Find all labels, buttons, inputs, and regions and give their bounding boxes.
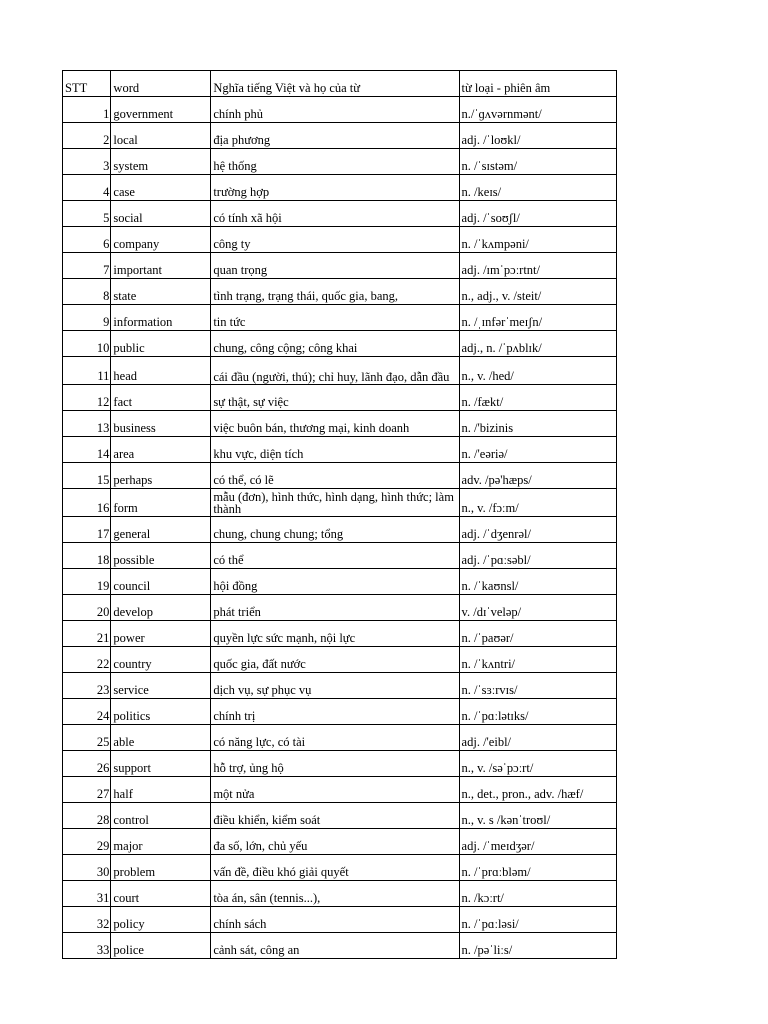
cell-word: perhaps: [111, 463, 211, 489]
cell-meaning: hệ thống: [211, 149, 459, 175]
cell-stt: 12: [63, 385, 111, 411]
cell-meaning: cảnh sát, công an: [211, 933, 459, 959]
table-row: [63, 933, 617, 959]
cell-pos: n., v. /hed/: [459, 357, 616, 385]
cell-word: control: [111, 803, 211, 829]
cell-stt: 7: [63, 253, 111, 279]
table-row: [63, 699, 617, 725]
cell-word: fact: [111, 385, 211, 411]
cell-word: policy: [111, 907, 211, 933]
cell-stt: 11: [63, 357, 111, 385]
cell-stt: 26: [63, 751, 111, 777]
table-row: [63, 595, 617, 621]
cell-word: half: [111, 777, 211, 803]
cell-word: state: [111, 279, 211, 305]
cell-pos: n. /keɪs/: [459, 175, 616, 201]
cell-meaning: có thể, có lẽ: [211, 463, 459, 489]
cell-meaning: tin tức: [211, 305, 459, 331]
cell-pos: n., adj., v. /steit/: [459, 279, 616, 305]
cell-pos: n. /ˈprɑːbləm/: [459, 855, 616, 881]
table-row: [63, 777, 617, 803]
table-row: [63, 803, 617, 829]
cell-stt: 15: [63, 463, 111, 489]
cell-meaning: khu vực, diện tích: [211, 437, 459, 463]
table-row: [63, 149, 617, 175]
cell-stt: 23: [63, 673, 111, 699]
cell-word: problem: [111, 855, 211, 881]
cell-word: form: [111, 489, 211, 517]
cell-stt: 4: [63, 175, 111, 201]
cell-word: social: [111, 201, 211, 227]
cell-stt: 32: [63, 907, 111, 933]
cell-pos: n. /'bizinis: [459, 411, 616, 437]
cell-stt: 25: [63, 725, 111, 751]
cell-meaning-text: mẫu (đơn), hình thức, hình dạng, hình thức; làm thành: [213, 491, 454, 515]
cell-word: head: [111, 357, 211, 385]
table-row: [63, 855, 617, 881]
cell-pos: n. /ˈsɪstəm/: [459, 149, 616, 175]
cell-meaning: công ty: [211, 227, 459, 253]
table-header-row: [63, 71, 617, 97]
cell-pos: adj. /ˈloʊkl/: [459, 123, 616, 149]
cell-word: possible: [111, 543, 211, 569]
cell-meaning: điều khiển, kiểm soát: [211, 803, 459, 829]
cell-stt: 20: [63, 595, 111, 621]
cell-word: country: [111, 647, 211, 673]
table-row: [63, 437, 617, 463]
cell-word: service: [111, 673, 211, 699]
cell-meaning: trường hợp: [211, 175, 459, 201]
table-row: [63, 829, 617, 855]
cell-pos: n., det., pron., adv. /hæf/: [459, 777, 616, 803]
table-row: [63, 279, 617, 305]
cell-pos: n. /fækt/: [459, 385, 616, 411]
cell-word: develop: [111, 595, 211, 621]
cell-pos: v. /dɪˈveləp/: [459, 595, 616, 621]
cell-stt: 16: [63, 489, 111, 517]
table-row: [63, 517, 617, 543]
cell-meaning: có thể: [211, 543, 459, 569]
header-stt: STT: [63, 71, 111, 97]
cell-meaning: tình trạng, trạng thái, quốc gia, bang,: [211, 279, 459, 305]
cell-stt: 8: [63, 279, 111, 305]
table-row: [63, 673, 617, 699]
cell-stt: 18: [63, 543, 111, 569]
header-pos: từ loại - phiên âm: [459, 71, 616, 97]
cell-pos: n./ˈɡʌvərnmənt/: [459, 97, 616, 123]
table-row: [63, 881, 617, 907]
cell-stt: 1: [63, 97, 111, 123]
cell-meaning: dịch vụ, sự phục vụ: [211, 673, 459, 699]
table-row: [63, 569, 617, 595]
cell-word: court: [111, 881, 211, 907]
cell-pos: adj. /'eibl/: [459, 725, 616, 751]
header-word: word: [111, 71, 211, 97]
cell-meaning: sự thật, sự việc: [211, 385, 459, 411]
table-row: [63, 907, 617, 933]
cell-pos: n., v. s /kənˈtroʊl/: [459, 803, 616, 829]
cell-stt: 29: [63, 829, 111, 855]
cell-meaning: chung, chung chung; tổng: [211, 517, 459, 543]
cell-word: politics: [111, 699, 211, 725]
cell-pos: n., v. /fɔːm/: [459, 489, 616, 517]
cell-word: area: [111, 437, 211, 463]
cell-meaning: quyền lực sức mạnh, nội lực: [211, 621, 459, 647]
cell-meaning: chính phủ: [211, 97, 459, 123]
table-row: [63, 305, 617, 331]
cell-stt: 13: [63, 411, 111, 437]
cell-meaning: hỗ trợ, ủng hộ: [211, 751, 459, 777]
cell-stt: 5: [63, 201, 111, 227]
cell-pos: n. /ˈpaʊər/: [459, 621, 616, 647]
table-row: [63, 357, 617, 385]
cell-pos: adj., n. /ˈpʌblɪk/: [459, 331, 616, 357]
cell-pos: adv. /pə'hæps/: [459, 463, 616, 489]
table-row: [63, 175, 617, 201]
cell-word: government: [111, 97, 211, 123]
cell-meaning: hội đồng: [211, 569, 459, 595]
cell-pos: n. /ˈpɑːlətɪks/: [459, 699, 616, 725]
cell-stt: 24: [63, 699, 111, 725]
cell-word: important: [111, 253, 211, 279]
cell-word: local: [111, 123, 211, 149]
cell-pos: n., v. /səˈpɔːrt/: [459, 751, 616, 777]
cell-pos: n. /kɔːrt/: [459, 881, 616, 907]
table-row: [63, 647, 617, 673]
cell-word: general: [111, 517, 211, 543]
table-row: [63, 123, 617, 149]
cell-stt: 17: [63, 517, 111, 543]
cell-word: public: [111, 331, 211, 357]
table-row: [63, 489, 617, 517]
cell-pos: n. /ˈkʌntri/: [459, 647, 616, 673]
cell-stt: 27: [63, 777, 111, 803]
cell-meaning: có tính xã hội: [211, 201, 459, 227]
table-row: [63, 543, 617, 569]
cell-meaning: cái đầu (người, thú); chỉ huy, lãnh đạo, dẫn đầu: [211, 357, 459, 385]
cell-meaning: vấn đề, điều khó giải quyết: [211, 855, 459, 881]
table-row: [63, 385, 617, 411]
cell-pos: n. /ˈkaʊnsl/: [459, 569, 616, 595]
table-row: [63, 463, 617, 489]
cell-pos: adj. /ˈpɑːsəbl/: [459, 543, 616, 569]
cell-meaning: đa số, lớn, chủ yếu: [211, 829, 459, 855]
table-row: [63, 201, 617, 227]
cell-meaning: tòa án, sân (tennis...),: [211, 881, 459, 907]
cell-pos: adj. /ɪmˈpɔːrtnt/: [459, 253, 616, 279]
vocabulary-table: [62, 70, 617, 959]
cell-stt: 9: [63, 305, 111, 331]
cell-word: support: [111, 751, 211, 777]
cell-meaning: một nửa: [211, 777, 459, 803]
cell-pos: n. /ˌɪnfərˈmeɪʃn/: [459, 305, 616, 331]
cell-meaning: quốc gia, đất nước: [211, 647, 459, 673]
cell-pos: adj. /ˈmeɪdʒər/: [459, 829, 616, 855]
table-row: [63, 411, 617, 437]
cell-pos: n. /'eəriə/: [459, 437, 616, 463]
cell-stt: 14: [63, 437, 111, 463]
cell-word: company: [111, 227, 211, 253]
cell-word: police: [111, 933, 211, 959]
cell-word: business: [111, 411, 211, 437]
cell-meaning: chính trị: [211, 699, 459, 725]
cell-pos: n. /ˈsɜːrvɪs/: [459, 673, 616, 699]
cell-meaning: chính sách: [211, 907, 459, 933]
table-row: [63, 331, 617, 357]
cell-meaning: có năng lực, có tài: [211, 725, 459, 751]
table-row: [63, 725, 617, 751]
cell-stt: 28: [63, 803, 111, 829]
cell-stt: 2: [63, 123, 111, 149]
table-row: [63, 97, 617, 123]
cell-stt: 21: [63, 621, 111, 647]
cell-pos: n. /ˈpɑːləsi/: [459, 907, 616, 933]
cell-pos: n. /ˈkʌmpəni/: [459, 227, 616, 253]
cell-stt: 6: [63, 227, 111, 253]
table-row: [63, 253, 617, 279]
cell-word: power: [111, 621, 211, 647]
cell-stt: 22: [63, 647, 111, 673]
table-row: [63, 621, 617, 647]
cell-pos: n. /pəˈliːs/: [459, 933, 616, 959]
header-meaning: Nghĩa tiếng Việt và họ của từ: [211, 71, 459, 97]
cell-meaning: quan trọng: [211, 253, 459, 279]
table-row: [63, 751, 617, 777]
table-row: [63, 227, 617, 253]
cell-word: system: [111, 149, 211, 175]
cell-pos: adj. /ˈsoʊʃl/: [459, 201, 616, 227]
cell-stt: 31: [63, 881, 111, 907]
cell-meaning: phát triển: [211, 595, 459, 621]
cell-stt: 33: [63, 933, 111, 959]
cell-word: council: [111, 569, 211, 595]
cell-pos: adj. /ˈdʒenrəl/: [459, 517, 616, 543]
vocabulary-table-body: [63, 71, 617, 959]
cell-word: information: [111, 305, 211, 331]
cell-meaning: địa phương: [211, 123, 459, 149]
cell-stt: 19: [63, 569, 111, 595]
cell-word: able: [111, 725, 211, 751]
cell-word: major: [111, 829, 211, 855]
cell-word: case: [111, 175, 211, 201]
cell-stt: 30: [63, 855, 111, 881]
cell-stt: 10: [63, 331, 111, 357]
cell-meaning: chung, công cộng; công khai: [211, 331, 459, 357]
cell-meaning: [211, 489, 459, 517]
cell-stt: 3: [63, 149, 111, 175]
cell-meaning: việc buôn bán, thương mại, kinh doanh: [211, 411, 459, 437]
